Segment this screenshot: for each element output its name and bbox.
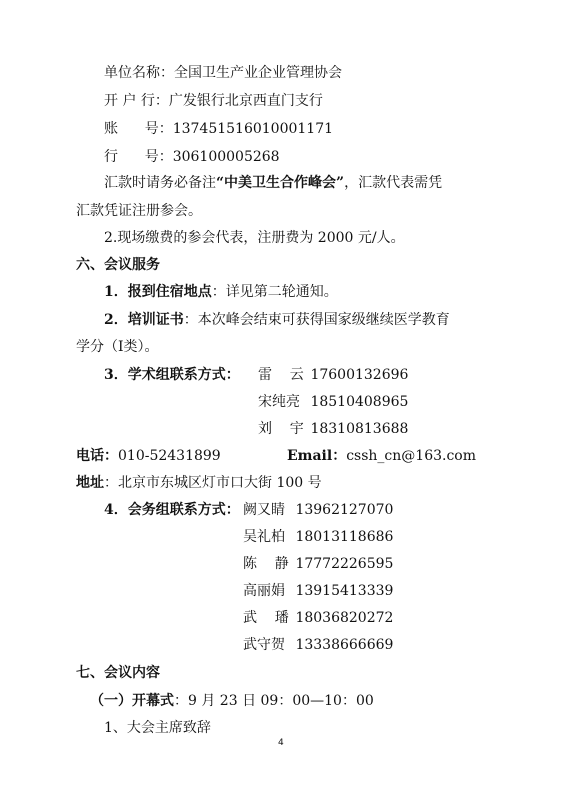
account-label: 账 号： [104,121,173,137]
branch-value: 广发银行北京西直门支行 [168,93,323,109]
item3-label: 3．学术组联系方式： [104,367,240,383]
academic-contact [258,393,408,411]
service-item2 [104,311,450,329]
affairs-contact [243,582,393,600]
unit-label: 单位名称： [104,65,174,81]
service-item1 [104,283,338,301]
contact-phone: 17600132696 [310,367,409,383]
section7-title: 七、会议内容 [76,665,160,681]
contact-phone: 18310813688 [310,421,409,437]
contact-phone: 18013118686 [295,529,394,545]
academic-contact [258,366,408,384]
item1-label: 1．报到住宿地点 [104,284,212,300]
affairs-contact [243,609,393,627]
service-item2-cont: 学分（I类）。 [76,339,159,355]
contact-name: 刘 宇 [258,421,304,437]
affairs-contact [243,528,393,546]
bank-code-line [104,148,280,166]
contact-name: 吴礼柏 [243,529,285,545]
opening-line [90,692,374,710]
email-value: cssh_cn@163.com [346,448,477,464]
code-label: 行 号： [104,149,173,165]
item2-label: 2．培训证书 [104,312,184,328]
phone-line [76,447,221,465]
section6-title: 六、会议服务 [76,257,160,273]
remittance-note-line2: 汇款凭证注册参会。 [76,203,202,219]
tel-value: 010-52431899 [118,448,221,464]
contact-phone: 13962127070 [295,502,394,518]
code-value: 306100005268 [172,149,280,165]
note-pre: 汇款时请务必备注 [104,175,216,191]
contact-phone: 17772226595 [295,556,394,572]
page-number: 4 [278,738,284,748]
remittance-note-line1 [104,174,442,192]
contact-name: 阙又睛 [243,502,285,518]
branch-label: 开 户 行： [104,93,169,109]
contact-name: 陈 静 [243,556,289,572]
unit-value: 全国卫生产业企业管理协会 [174,65,342,81]
contact-name: 武守贺 [243,637,285,653]
affairs-contact [243,555,393,573]
item4-label: 4．会务组联系方式： [104,502,240,518]
academic-contact [258,420,408,438]
contact-phone: 13338666669 [295,637,394,653]
item2-text: ：本次峰会结束可获得国家级继续医学教育 [183,312,450,328]
bank-unit-line [104,64,342,82]
note-highlight: “中美卫生合作峰会” [216,175,345,191]
contact-name: 雷 云 [258,367,304,383]
service-item4 [104,501,240,519]
item1-text: ：详见第二轮通知。 [211,284,338,300]
affairs-contact [243,501,393,519]
addr-value: ：北京市东城区灯市口大街 100 号 [104,475,322,491]
tel-label: 电话： [76,448,118,464]
address-line [76,474,322,492]
contact-name: 宋纯亮 [258,394,300,410]
opening-time: ：9 月 23 日 09：00—10：00 [174,693,374,709]
onsite-fee-line: 2.现场缴费的参会代表，注册费为 2000 元/人。 [104,230,405,246]
agenda-item1: 1、大会主席致辞 [104,720,211,736]
service-item3 [104,366,240,384]
contact-name: 高丽娟 [243,583,285,599]
contact-name: 武 璠 [243,610,289,626]
addr-label: 地址 [76,475,104,491]
bank-branch-line [104,92,323,110]
bank-account-line [104,120,333,138]
note-post: ，汇款代表需凭 [344,175,443,191]
account-value: 137451516010001171 [172,121,334,137]
email-label: Email： [287,448,347,464]
contact-phone: 18036820272 [295,610,394,626]
opening-label: （一）开幕式 [90,693,174,709]
affairs-contact [243,636,393,654]
contact-phone: 18510408965 [310,394,409,410]
email-line [287,447,476,465]
contact-phone: 13915413339 [295,583,394,599]
